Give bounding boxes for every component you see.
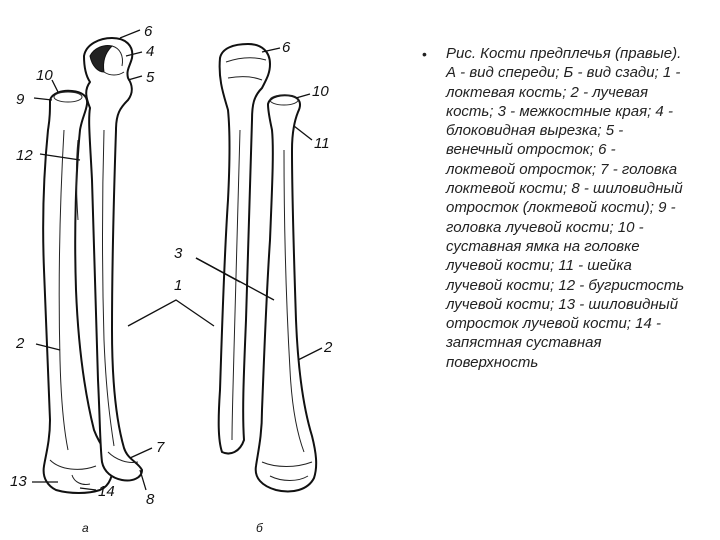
label-a-10: 10 [36,67,53,84]
label-a-8: 8 [146,491,155,508]
panel-a-caption: а [82,521,89,535]
panel-b-back-view [196,44,322,492]
label-b-6: 6 [282,39,291,56]
figure-caption [422,44,712,372]
label-a-7: 7 [156,439,165,456]
panel-b-caption: б [256,521,263,535]
caption-text: Рис. Кости предплечья (правые). А - вид спереди; Б - вид сзади; 1 - локтевая кость; 2 - лучевая кость; 3 - межкостные края; 4 - блоковидная вырезка; 5 - венечный отросток; 6 - локтевой отросток; 7 - головка локтевой кости; 8 - шиловидный отросток (локтевой кости); 9 - головка лучевой кости; 10 - суставная ямка на головке лучевой кости; 11 - шейка лучевой кости; 12 - бугристость лучевой кости; 13 - шиловидный отросток лучевой кости; 14 - запястная суставная поверхность [446,45,685,371]
label-a-12: 12 [16,147,33,164]
ulna-bone-a [84,38,142,481]
label-b-11: 11 [314,135,330,152]
label-a-13: 13 [10,473,27,490]
label-a-1: 1 [174,277,183,294]
panel-a-front-view [32,30,214,493]
label-b-2: 2 [324,339,333,356]
label-a-4: 4 [146,43,155,60]
label-a-3: 3 [174,245,183,262]
label-a-2: 2 [16,335,25,352]
label-b-10: 10 [312,83,329,100]
label-a-9: 9 [16,91,25,108]
bullet-point: • [422,46,427,62]
radius-bone-b [256,95,316,491]
label-a-14: 14 [98,483,115,500]
label-a-5: 5 [146,69,155,86]
label-a-6: 6 [144,23,153,40]
